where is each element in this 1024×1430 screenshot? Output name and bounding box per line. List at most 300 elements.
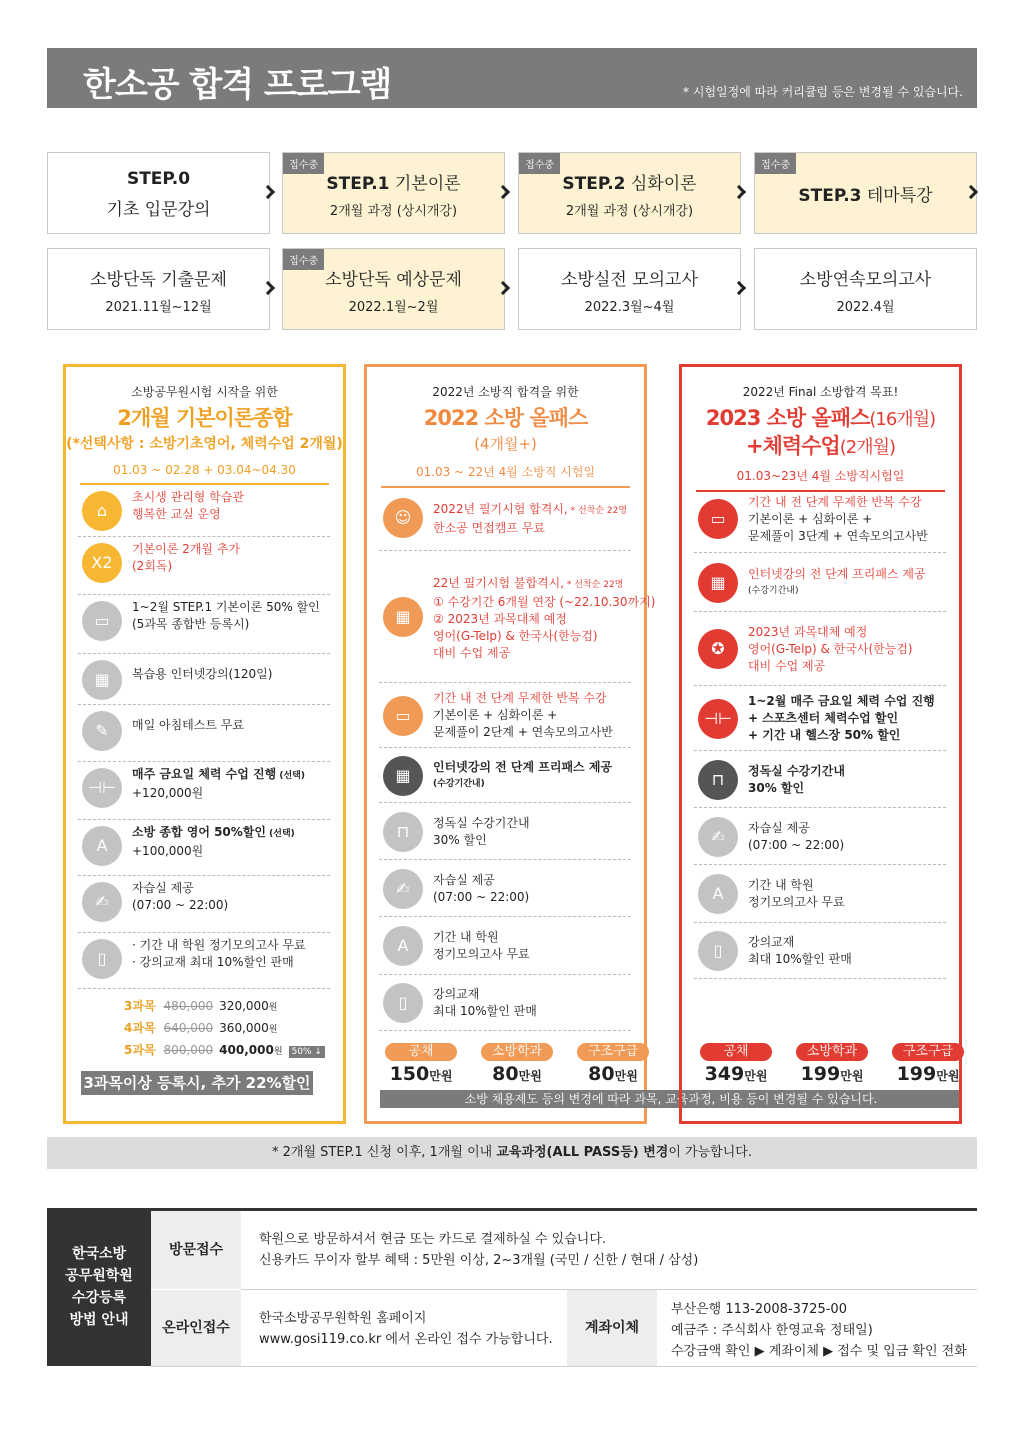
feature-line xyxy=(748,727,935,744)
feature-line-main: 소방 종합 영어 50%할인 xyxy=(132,825,266,839)
program-column-2023-allpass xyxy=(679,364,962,1124)
step-sub: 2022.4월 xyxy=(836,300,895,315)
feature-line-text: 강의교재 xyxy=(433,987,480,1001)
feature-line: · 강의교재 최대 10%할인 판매 xyxy=(132,955,294,969)
feature-item xyxy=(78,595,330,654)
price-value xyxy=(700,1063,772,1085)
feature-note: * 선착순 22명 xyxy=(567,506,628,516)
feature-item xyxy=(379,975,631,1031)
step-title xyxy=(48,265,269,290)
reg-title-line: 공무원학원 xyxy=(65,1268,133,1284)
feature-line-text: 2023년 과목대체 예정 xyxy=(748,624,868,639)
feature-line xyxy=(748,641,913,658)
col2-subtitle: (4개월+) xyxy=(474,435,537,453)
feature-line xyxy=(748,624,913,641)
price-value xyxy=(796,1063,868,1085)
feature-line-text: 자습실 제공 xyxy=(748,820,810,835)
price-unit: 만원 xyxy=(936,1069,960,1083)
textbook-icon: ▯ xyxy=(383,983,423,1023)
old-price: 800,000 xyxy=(163,1043,214,1057)
feature-line xyxy=(132,489,244,506)
price-value xyxy=(481,1063,553,1085)
feature-line xyxy=(433,1003,537,1020)
status-tag: 접수중 xyxy=(755,153,796,174)
feature-line-text: 영어(G-Telp) & 한국사(한능검) xyxy=(433,628,598,643)
feature-line-text: ② 2023년 과목대체 예정 xyxy=(433,611,567,626)
feature-line-text: 인터넷강의 전 단계 프리패스 제공 xyxy=(433,759,613,774)
price-unit: 만원 xyxy=(744,1069,768,1083)
price-unit: 원 xyxy=(273,1047,283,1057)
feature-line xyxy=(748,528,928,545)
step-title xyxy=(755,265,976,290)
feature-item xyxy=(379,485,631,551)
online-line: www.gosi119.co.kr 에서 온라인 접수 가능합니다. xyxy=(259,1332,553,1347)
feature-line-text: 자습실 제공 xyxy=(433,872,495,887)
price-row xyxy=(124,1019,278,1036)
textbook-icon: ▯ xyxy=(698,931,738,971)
feature-line-text: 정독실 수강기간내 xyxy=(433,815,530,830)
feature-line-text: 인터넷강의 전 단계 프리패스 제공 xyxy=(748,566,926,581)
new-price: 400,000 xyxy=(219,1043,274,1057)
feature-line-text: (07:00 ~ 22:00) xyxy=(433,889,530,904)
feature-line-main: 매주 금요일 체력 수업 진행 xyxy=(132,767,277,781)
step-sub: 기초 입문강의 xyxy=(106,200,211,220)
feature-line xyxy=(748,511,928,528)
feature-line: (07:00 ~ 22:00) xyxy=(132,898,229,912)
price-row xyxy=(124,997,278,1014)
feature-text xyxy=(748,693,935,744)
feature-text xyxy=(132,666,272,683)
book-icon: ▭ xyxy=(82,601,122,641)
step-card xyxy=(47,248,270,330)
feature-line xyxy=(433,832,530,849)
feature-line-text: 대비 수업 제공 xyxy=(748,658,826,673)
price-label-pill: 구조구급 xyxy=(577,1043,649,1061)
feature-item xyxy=(694,485,946,553)
feature-item xyxy=(694,923,946,979)
feature-item xyxy=(78,537,330,595)
feature-line xyxy=(132,766,305,785)
feature-item xyxy=(694,612,946,686)
course-count: 4과목 xyxy=(124,1021,156,1035)
feature-line-text: 영어(G-Telp) & 한국사(한능검) xyxy=(748,641,913,656)
feature-line xyxy=(132,599,320,616)
step-card xyxy=(754,248,977,330)
col1-pre: 소방공무원시험 시작을 위한 xyxy=(131,385,278,399)
feature-line-text: 기본이론 + 심화이론 + xyxy=(748,511,873,526)
step-name: 테마특강 xyxy=(861,186,933,206)
feature-line-text: 정독실 수강기간내 xyxy=(748,763,845,778)
price-label-pill: 공채 xyxy=(700,1043,772,1061)
feature-line xyxy=(748,693,935,710)
feature-line xyxy=(132,937,306,954)
feature-text xyxy=(433,929,530,963)
feature-line xyxy=(433,575,655,594)
feature-text xyxy=(748,820,844,854)
feature-line-text: (수강기간내) xyxy=(433,778,485,789)
feature-line-main: 복습용 인터넷강의(120일) xyxy=(132,667,273,681)
notice-text: * 2개월 STEP.1 신청 이후, 1개월 이내 xyxy=(272,1145,497,1160)
feature-note: * 선착순 22명 xyxy=(564,579,624,590)
reg-title-line: 방법 안내 xyxy=(69,1312,129,1328)
feature-line xyxy=(748,566,926,583)
price-value xyxy=(892,1063,964,1085)
feature-item xyxy=(379,683,631,748)
feature-line xyxy=(433,929,530,946)
bank-line: 수강금액 확인 ▶ 계좌이체 ▶ 접수 및 입금 확인 전화 xyxy=(671,1344,967,1359)
discount-badge: 50% ↓ xyxy=(289,1046,325,1058)
feature-text xyxy=(748,494,928,545)
price-label-pill: 소방학과 xyxy=(481,1043,553,1061)
feature-line-text: (07:00 ~ 22:00) xyxy=(748,837,845,852)
price-unit: 원 xyxy=(268,1003,278,1013)
feature-item xyxy=(78,820,330,876)
new-price: 320,000 xyxy=(219,999,269,1013)
feature-item xyxy=(379,860,631,917)
change-notice xyxy=(47,1137,977,1169)
feature-line xyxy=(433,724,613,741)
feature-line xyxy=(748,820,844,837)
feature-line xyxy=(433,707,613,724)
col3-subtitle-months: (2개월) xyxy=(839,437,896,458)
feature-line xyxy=(748,658,913,675)
feature-line-text: 기간 내 학원 xyxy=(433,930,499,944)
step-number: STEP.1 xyxy=(326,174,390,194)
feature-line-text: (수강기간내) xyxy=(748,585,799,596)
registration-title xyxy=(47,1211,151,1366)
school-icon: ⌂ xyxy=(82,491,122,531)
bank-label: 계좌이체 xyxy=(567,1290,657,1367)
feature-line xyxy=(748,951,852,968)
feature-line xyxy=(433,776,612,793)
feature-item xyxy=(694,553,946,612)
visit-line: 신용카드 무이자 할부 혜택 : 5만원 이상, 2~3개월 (국민 / 신한 / 현대 / 삼성) xyxy=(259,1253,699,1268)
price-label-pill: 공채 xyxy=(385,1043,457,1061)
interview-icon: ☺ xyxy=(383,498,423,538)
feature-line: +100,000원 xyxy=(132,844,204,858)
step-card xyxy=(518,248,741,330)
feature-line xyxy=(748,583,926,600)
feature-text xyxy=(748,763,845,797)
feature-line-text: 2022년 필기시험 합격시, xyxy=(433,502,568,516)
feature-text xyxy=(132,937,306,971)
feature-line xyxy=(433,645,655,662)
feature-option: (선택) xyxy=(266,829,295,839)
col1-dates: 01.03 ~ 02.28 + 03.04~04.30 xyxy=(80,463,329,485)
step-name: 심화이론 xyxy=(625,174,697,194)
col2-pre: 2022년 소방직 합격을 위한 xyxy=(432,385,579,399)
feature-line-text: 30% 할인 xyxy=(433,832,487,847)
feature-option: (선택) xyxy=(276,771,305,781)
price-number: 349 xyxy=(704,1063,745,1085)
feature-line xyxy=(132,880,228,897)
step-number: STEP.3 xyxy=(798,186,862,206)
study-icon: ✍ xyxy=(698,817,738,857)
step-card xyxy=(282,152,505,234)
price-footnote: 소방 채용제도 등의 변경에 따라 과목, 교육과정, 비용 등이 변경될 수 있습니다. xyxy=(380,1090,962,1108)
step-card xyxy=(47,152,270,234)
col1-subtitle: (*선택사항 : 소방기초영어, 체력수업 2개월) xyxy=(66,436,343,452)
col2-dates: 01.03 ~ 22년 4월 소방직 시험일 xyxy=(381,463,630,488)
feature-line xyxy=(433,690,613,707)
feature-text xyxy=(132,766,305,802)
x2-icon: X2 xyxy=(82,543,122,583)
feature-line-text: 문제풀이 2단계 + 연속모의고사반 xyxy=(433,725,613,739)
notice-bold: 교육과정(ALL PASS등) 변경 xyxy=(496,1145,669,1160)
visit-info xyxy=(259,1229,698,1271)
textbook-icon: ▯ xyxy=(82,939,122,979)
online-line: 한국소방공무원학원 홈페이지 xyxy=(259,1311,427,1326)
feature-line xyxy=(433,520,627,537)
feature-line-text: 대비 수업 제공 xyxy=(433,645,511,660)
book-icon: ▭ xyxy=(383,696,423,736)
feature-item xyxy=(78,933,330,989)
status-tag: 접수중 xyxy=(519,153,560,174)
price-unit: 만원 xyxy=(518,1069,542,1083)
step-name: 기본이론 xyxy=(389,174,461,194)
feature-text xyxy=(748,624,913,675)
feature-line-text: 기간 내 전 단계 무제한 반복 수강 xyxy=(433,691,607,705)
feature-text xyxy=(433,872,529,906)
new-price: 360,000 xyxy=(219,1021,269,1035)
step-number: STEP.0 xyxy=(126,169,191,189)
feature-line xyxy=(433,501,627,520)
film-icon: ▦ xyxy=(698,563,738,603)
feature-line-text: 기본이론 + 심화이론 + xyxy=(433,708,558,722)
reg-title-line: 한국소방 xyxy=(71,1246,127,1262)
feature-line-main: 기본이론 2개월 추가 xyxy=(132,542,241,556)
feature-line xyxy=(433,946,530,963)
feature-line-main: 1~2월 STEP.1 기본이론 50% 할인 xyxy=(132,600,320,614)
feature-line xyxy=(132,717,244,734)
step-sub: 2022.1월~2월 xyxy=(348,300,439,315)
step-name: 소방실전 모의고사 xyxy=(561,270,698,290)
certificate-icon: ✪ xyxy=(698,629,738,669)
program-column-2022-allpass xyxy=(364,364,656,1124)
study-icon: ✍ xyxy=(82,882,122,922)
price-number: 199 xyxy=(800,1063,841,1085)
col3-dates: 01.03~23년 4월 소방직시험일 xyxy=(696,467,945,492)
price-row xyxy=(124,1041,325,1058)
feature-item xyxy=(379,748,631,803)
feature-line xyxy=(433,986,537,1003)
notice-text-end: 이 가능합니다. xyxy=(668,1145,752,1160)
feature-line xyxy=(132,541,240,558)
visit-label: 방문접수 xyxy=(151,1211,241,1289)
feature-line xyxy=(433,611,655,628)
col1-title: 2개월 기본이론종합 xyxy=(117,406,292,430)
old-price: 480,000 xyxy=(163,999,214,1013)
pencil-icon: ✎ xyxy=(82,711,122,751)
desk-icon: ⊓ xyxy=(383,812,423,852)
bank-info xyxy=(671,1299,967,1362)
col3-pre: 2022년 Final 소방합격 목표! xyxy=(742,385,899,399)
feature-text xyxy=(433,501,627,537)
course-count: 5과목 xyxy=(124,1043,156,1057)
online-label: 온라인접수 xyxy=(151,1290,241,1367)
desk-icon: ⊓ xyxy=(698,760,738,800)
feature-line-text: 1~2월 매주 금요일 체력 수업 진행 xyxy=(748,694,935,708)
feature-line xyxy=(748,934,852,951)
feature-text xyxy=(132,880,228,914)
feature-line: +120,000원 xyxy=(132,786,204,800)
step-name: 소방연속모의고사 xyxy=(799,270,932,290)
step-card xyxy=(282,248,505,330)
course-count: 3과목 xyxy=(124,999,156,1013)
feature-line xyxy=(433,759,612,776)
reg-title-line: 수강등록 xyxy=(71,1290,127,1306)
feature-line-text: 강의교재 xyxy=(748,935,795,949)
status-tag: 접수중 xyxy=(283,153,324,174)
price-unit: 만원 xyxy=(429,1069,453,1083)
feature-item xyxy=(379,917,631,975)
feature-line xyxy=(748,877,845,894)
online-info xyxy=(259,1308,553,1350)
price-unit: 만원 xyxy=(840,1069,864,1083)
col3-subtitle: +체력수업 xyxy=(745,434,840,458)
feature-line-text: 정기모의고사 무료 xyxy=(748,895,845,909)
feature-line-text: + 스포츠센터 체력수업 할인 xyxy=(748,711,899,725)
step-sub: 2021.11월~12월 xyxy=(105,300,212,315)
feature-line-main: 매일 아침테스트 무료 xyxy=(132,718,244,732)
page-title: 한소공 합격 프로그램 xyxy=(83,65,392,105)
feature-line xyxy=(748,494,928,511)
feature-item xyxy=(78,876,330,933)
price-value xyxy=(385,1063,457,1085)
feature-line-text: 문제풀이 3단계 + 연속모의고사반 xyxy=(748,528,928,543)
header-bar xyxy=(47,48,977,108)
feature-text xyxy=(132,489,244,523)
step-title xyxy=(48,169,269,189)
book-icon: ▭ xyxy=(698,499,738,539)
feature-text xyxy=(433,575,655,662)
feature-line xyxy=(748,894,845,911)
step-sub: 2개월 과정 (상시개강) xyxy=(329,204,458,219)
dumbbell-icon: ⊣⊢ xyxy=(698,699,738,739)
feature-line-text: ① 수강기간 6개월 연장 (~22.10.30까지) xyxy=(433,594,656,609)
price-number: 150 xyxy=(389,1063,430,1085)
study-icon: ✍ xyxy=(383,869,423,909)
col3-title-months: (16개월) xyxy=(869,409,936,430)
english-icon: A xyxy=(82,826,122,866)
price-number: 199 xyxy=(896,1063,937,1085)
feature-text xyxy=(748,566,926,600)
feature-line-text: 한소공 면접캠프 무료 xyxy=(433,521,545,535)
status-tag: 접수중 xyxy=(283,249,324,270)
registration-table xyxy=(47,1208,977,1366)
price-number: 80 xyxy=(492,1063,519,1085)
price-unit: 만원 xyxy=(614,1069,638,1083)
exam-icon: A xyxy=(698,874,738,914)
feature-item xyxy=(694,865,946,923)
feature-line-text: 기간 내 전 단계 무제한 반복 수강 xyxy=(748,494,922,509)
feature-text xyxy=(748,877,845,911)
feature-line-main: · 기간 내 학원 정기모의고사 무료 xyxy=(132,938,306,952)
feature-item xyxy=(379,803,631,860)
exam-icon: A xyxy=(383,926,423,966)
step-sub: 2개월 과정 (상시개강) xyxy=(565,204,694,219)
feature-line xyxy=(132,824,295,843)
feature-line xyxy=(132,666,272,683)
feature-line-text: 22년 필기시험 불합격시, xyxy=(433,575,565,590)
step-sub: 2022.3월~4월 xyxy=(584,300,675,315)
step-card xyxy=(518,152,741,234)
feature-line-text: 최대 10%할인 판매 xyxy=(433,1004,537,1018)
feature-text xyxy=(132,541,240,575)
feature-line-main: 초시생 관리형 학습관 xyxy=(132,490,244,504)
feature-line: (5과목 종합반 등록시) xyxy=(132,617,250,631)
feature-line: 행복한 교실 운영 xyxy=(132,507,221,521)
feature-text xyxy=(132,599,320,633)
film-icon: ▦ xyxy=(383,756,423,796)
col2-title: 2022 소방 올패스 xyxy=(423,406,588,430)
feature-item xyxy=(379,551,656,683)
feature-line-text: 최대 10%할인 판매 xyxy=(748,952,852,966)
feature-text xyxy=(132,717,244,734)
feature-item xyxy=(78,705,330,762)
feature-line xyxy=(433,594,655,611)
feature-text xyxy=(433,759,612,793)
price-unit: 원 xyxy=(268,1025,278,1035)
header-note: * 시험일정에 따라 커리큘럼 등은 변경될 수 있습니다. xyxy=(683,85,963,99)
step-number: STEP.2 xyxy=(562,174,626,194)
feature-line xyxy=(433,815,530,832)
feature-text xyxy=(433,690,613,741)
old-price: 640,000 xyxy=(163,1021,214,1035)
feature-line: (2회독) xyxy=(132,559,173,573)
price-label-pill: 구조구급 xyxy=(892,1043,964,1061)
feature-text xyxy=(433,815,530,849)
price-number: 80 xyxy=(588,1063,615,1085)
film-icon: ▦ xyxy=(82,660,122,700)
feature-item xyxy=(694,751,946,808)
feature-line xyxy=(748,780,845,797)
visit-line: 학원으로 방문하셔서 현금 또는 카드로 결제하실 수 있습니다. xyxy=(259,1232,607,1247)
col1-discount-banner: 3과목이상 등록시, 추가 22%할인 xyxy=(81,1071,313,1095)
feature-line xyxy=(433,889,529,906)
feature-line xyxy=(748,763,845,780)
step-card xyxy=(754,152,977,234)
feature-item xyxy=(78,485,330,537)
step-name: 소방단독 예상문제 xyxy=(325,270,462,290)
feature-line xyxy=(433,872,529,889)
feature-text xyxy=(433,986,537,1020)
col3-title: 2023 소방 올패스 xyxy=(705,406,870,430)
feature-line xyxy=(748,710,935,727)
feature-item xyxy=(694,808,946,865)
feature-line xyxy=(433,628,655,645)
feature-text xyxy=(748,934,852,968)
dumbbell-icon: ⊣⊢ xyxy=(82,768,122,808)
program-column-basic xyxy=(63,364,346,1124)
bank-line: 예금주 : 주식회사 한영교육 정태일) xyxy=(671,1323,873,1338)
bank-line: 부산은행 113-2008-3725-00 xyxy=(671,1302,847,1317)
feature-line-text: 기간 내 학원 xyxy=(748,878,814,892)
price-value xyxy=(577,1063,649,1085)
calendar-icon: ▦ xyxy=(383,597,423,637)
price-label-pill: 소방학과 xyxy=(796,1043,868,1061)
step-title xyxy=(519,265,740,290)
feature-line-main: 자습실 제공 xyxy=(132,881,194,895)
feature-text xyxy=(132,824,295,860)
step-title xyxy=(755,181,976,206)
feature-line-text: + 기간 내 헬스장 50% 할인 xyxy=(748,728,901,742)
step-name: 소방단독 기출문제 xyxy=(90,270,227,290)
feature-line-text: 정기모의고사 무료 xyxy=(433,947,530,961)
feature-line xyxy=(748,837,844,854)
feature-item xyxy=(78,762,330,820)
feature-item xyxy=(78,654,330,705)
